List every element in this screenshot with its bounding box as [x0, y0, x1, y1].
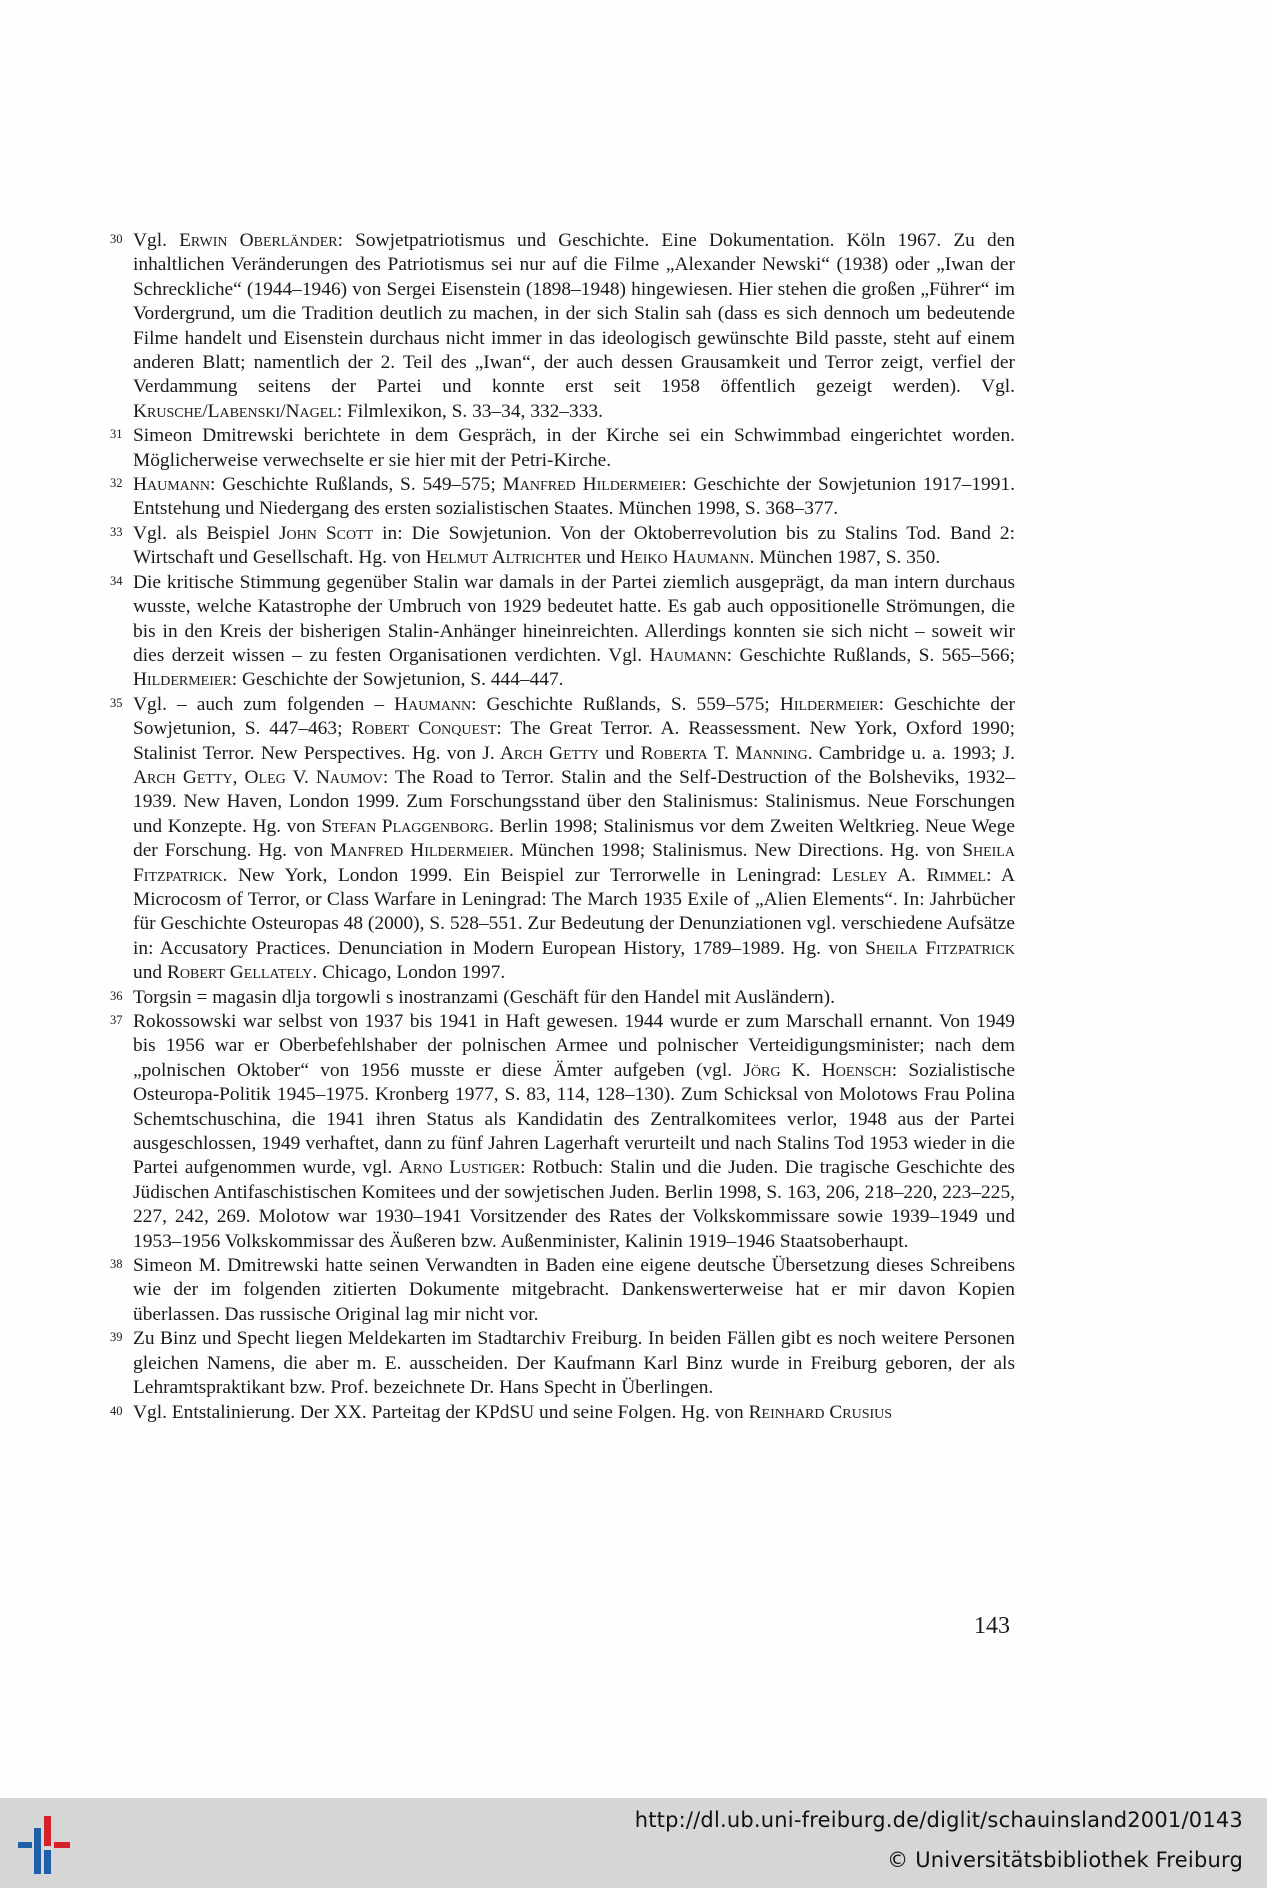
footnote-text: : Geschichte Rußlands, S. 559–575;: [471, 693, 780, 715]
footnote-text: und: [598, 742, 641, 764]
footnote-text: . New York, London 1999. Ein Beispiel zur Terrorwelle in Leningrad:: [222, 864, 833, 886]
footnote: [110, 1327, 1015, 1400]
footnote-text: : The Road to Terror. Stalin and the Self-Destruction of the Bolsheviks, 1932–1939. New Haven, London 1999. Zum Forschungsstand über den Stalinismus: Stalinismus. Neue Forschungen und Konzepte. Hg. von: [133, 766, 1015, 837]
footnote-text: und: [133, 962, 167, 984]
footnote-text: Zu Binz und Specht liegen Meldekarten im Stadtarchiv Freiburg. In beiden Fällen gibt es noch weitere Personen gleichen Namens, die aber m. E. ausscheiden. Der Kaufmann Karl Binz wurde in Freiburg geboren, der als Lehramtspraktikant bzw. Prof. bezeichnete Dr. Hans Specht in Überlingen.: [133, 1328, 1015, 1399]
footnote-number: 31: [110, 427, 123, 442]
footnote: [110, 229, 1015, 424]
author-name: Sheila Fitzpatrick: [133, 840, 1015, 886]
footnote-number: 35: [110, 695, 123, 710]
footnote: [110, 424, 1015, 473]
footnote: [110, 1010, 1015, 1254]
footnote-number: 34: [110, 573, 123, 588]
ub-freiburg-logo-icon: [14, 1812, 80, 1878]
author-name: John Scott: [278, 522, 374, 544]
author-name: Lesley A. Rimmel: [832, 864, 987, 886]
footnote-text: : Sowjetpatriotismus und Geschichte. Eine Dokumentation. Köln 1967. Zu den inhaltlichen Veränderungen des Patriotismus sei nur auf die Filme „Alexander Newski“ (1938) oder „Iwan der Schreckliche“ (1944–1946) von Sergei Eisenstein (1898–1948) hingewiesen. Hier stehen die großen „Führer“ im Vordergrund, um die Tradition deutlich zu machen, in der sich Stalin sah (dass es sich dennoch um bedeutende Filme handelt und Eisenstein durchaus nicht immer in das ideologisch gewünschte Bild passte, steht auf einem anderen Blatt; namentlich der 2. Teil des „Iwan“, der auch dessen Grausamkeit und Terror zeigt, verfiel der Verdammung seitens der Partei und konnte erst seit 1958 öffentlich gezeigt werden). Vgl.: [133, 230, 1015, 398]
author-name: Robert Conquest: [351, 718, 497, 740]
footnote-text: : Geschichte der Sowjetunion, S. 447–463;: [133, 693, 1015, 740]
author-name: Stefan Plaggenborg: [321, 815, 490, 837]
author-name: Krusche/Labenski/Nagel: [133, 400, 337, 422]
author-name: Erwin Oberländer: [179, 230, 338, 251]
footnote-text: : Rotbuch: Stalin und die Juden. Die tragische Geschichte des Jüdischen Antifaschistischen Komitees und der sowjetischen Juden. Berlin 1998, S. 163, 206, 218–220, 223–225, 227, 242, 269. Molotow war 1930–1941 Vorsitzender des Rates der Volkskommissare sowie 1939–1949 und 1953–1956 Volkskommissar des Äußeren bzw. Außenminister, Kalinin 1919–1946 Staatsoberhaupt.: [133, 1157, 1015, 1252]
author-name: Reinhard Crusius: [748, 1401, 893, 1423]
author-name: Jörg K. Hoensch: [743, 1059, 892, 1081]
footnote-number: 37: [110, 1013, 123, 1027]
footnote-text: Vgl. Entstalinierung. Der XX. Parteitag der KPdSU und seine Folgen. Hg. von: [133, 1401, 749, 1423]
footnote-text: . München 1998; Stalinismus. New Directions. Hg. von: [508, 840, 963, 862]
footnote: [110, 1254, 1015, 1327]
footnote: [110, 693, 1015, 986]
footnote-text: in: Die Sowjetunion. Von der Oktoberrevolution bis zu Stalins Tod. Band 2: Wirtschaft und Gesellschaft. Hg. von: [133, 522, 1015, 569]
footnote-text: Vgl. – auch zum folgenden –: [133, 693, 395, 715]
footnote-text: . Chicago, London 1997.: [312, 962, 506, 984]
footnote-text: . Cambridge u. a. 1993;: [807, 742, 1003, 764]
footnote-text: : Geschichte der Sowjetunion 1917–1991. Entstehung und Niedergang des ersten sozialistischen Staates. München 1998, S. 368–377.: [133, 474, 1015, 520]
footnote-text: und: [581, 547, 621, 569]
footnote-text: : Sozialistische Osteuropa-Politik 1945–1975. Kronberg 1977, S. 83, 114, 128–130). Zum Schicksal von Molotows Frau Polina Schemtschuschina, die 1941 ihren Status als Kandidatin des Zentralkomitees verlor, 1948 aus der Partei ausgeschlossen, 1949 verhaftet, dann zu fünf Jahren Lagerhaft verurteilt und nach Stalins Tod 1953 wieder in die Partei aufgenommen wurde, vgl.: [133, 1059, 1015, 1179]
author-name: Haumann: [649, 644, 727, 666]
author-name: Heiko Haumann: [620, 547, 750, 569]
author-name: J. Arch Getty, Oleg V. Naumov: [133, 742, 1016, 788]
footnote: [110, 1401, 1015, 1425]
footnote-number: 30: [110, 232, 123, 246]
footnote-text: . Berlin 1998; Stalinismus vor dem Zweiten Weltkrieg. Neue Wege der Forschung. Hg. von: [133, 815, 1015, 862]
author-name: Haumann: [133, 474, 211, 496]
footnote-text: : Geschichte der Sowjetunion, S. 444–447.: [231, 669, 564, 691]
footnote: [110, 986, 1015, 1010]
author-name: Manfred Hildermeier: [329, 840, 509, 862]
footnote-text: : Geschichte Rußlands, S. 549–575;: [210, 474, 503, 496]
footnote-number: 36: [110, 988, 123, 1003]
copyright-notice: © Universitätsbibliothek Freiburg: [887, 1848, 1243, 1872]
author-name: Manfred Hildermeier: [502, 474, 682, 496]
footer-bar: [0, 1798, 1267, 1888]
footnote-text: Die kritische Stimmung gegenüber Stalin war damals in der Partei ziemlich ausgeprägt, da man intern durchaus wusste, welche Katastrophe der Umbruch von 1929 bedeutet hatte. Es gab auch oppositionelle Strömungen, die bis in den Kreis der bisherigen Stalin-Anhänger hineinreichten. Allerdings konnten sie sich nicht – soweit wir dies derzeit wissen – zu festen Organisationen verdichten. Vgl.: [133, 571, 1015, 666]
author-name: Arno Lustiger: [398, 1157, 521, 1179]
footnotes: [110, 229, 1015, 1425]
footnote: [110, 473, 1015, 522]
footnote-text: Vgl. als Beispiel: [133, 522, 279, 544]
footnote-number: 32: [110, 476, 123, 491]
author-name: Hildermeier: [779, 693, 879, 715]
footnote-text: . München 1987, S. 350.: [749, 547, 941, 569]
footnote-number: 38: [110, 1257, 123, 1272]
footnote-text: Simeon M. Dmitrewski hatte seinen Verwandten in Baden eine eigene deutsche Übersetzung dieses Schreibens wie der im folgenden zitierten Dokumente mitgebracht. Dankenswerterweise hat er mir davon Kopien überlassen. Das russische Original lag mir nicht vor.: [133, 1255, 1015, 1325]
footnote-number: 33: [110, 524, 123, 539]
footnote-text: : The Great Terror. A. Reassessment. New York, Oxford 1990; Stalinist Terror. New Perspectives. Hg. von: [133, 718, 1015, 764]
footnote-number: 39: [110, 1330, 123, 1345]
author-name: Haumann: [394, 693, 472, 715]
footnote-text: Simeon Dmitrewski berichtete in dem Gespräch, in der Kirche sei ein Schwimmbad eingerichtet worden. Möglicherweise verwechselte er sie hier mit der Petri-Kirche.: [133, 425, 1015, 471]
footnote-number: 40: [110, 1403, 123, 1418]
footnote-text: Torgsin = magasin dlja torgowli s inostranzami (Geschäft für den Handel mit Ausländern).: [133, 986, 835, 1008]
footnote-text: Vgl.: [133, 230, 180, 251]
author-name: Roberta T. Manning: [640, 742, 808, 764]
author-name: Robert Gellately: [166, 962, 313, 984]
author-name: Helmut Altrichter: [425, 547, 582, 569]
footnote-text: : A Microcosm of Terror, or Class Warfare in Leningrad: The March 1935 Exile of „Alien Elements“. In: Jahrbücher für Geschichte Osteuropas 48 (2000), S. 528–551. Zur Bedeutung der Denunziationen vgl. verschiedene Aufsätze in: Accusatory Practices. Denunciation in Modern European History, 1789–1989. Hg. von: [133, 864, 1016, 959]
author-name: Sheila Fitzpatrick: [865, 937, 1016, 959]
author-name: Hildermeier: [133, 669, 232, 691]
source-url[interactable]: http://dl.ub.uni-freiburg.de/diglit/schauinsland2001/0143: [634, 1808, 1243, 1832]
footnote: [110, 571, 1015, 693]
footnote-text: Rokossowski war selbst von 1937 bis 1941 in Haft gewesen. 1944 wurde er zum Marschall ernannt. Von 1949 bis 1956 war er Oberbefehlshaber der polnischen Armee und polnischer Verteidigungsminister; nach dem „polnischen Oktober“ von 1956 musste er diese Ämter aufgeben (vgl.: [133, 1011, 1015, 1081]
page-number: 143: [974, 1613, 1010, 1639]
footnote-text: : Geschichte Rußlands, S. 565–566;: [726, 644, 1015, 666]
author-name: J. Arch Getty: [482, 742, 599, 764]
footnote-text: : Filmlexikon, S. 33–34, 332–333.: [336, 400, 603, 422]
footnote: [110, 522, 1015, 571]
